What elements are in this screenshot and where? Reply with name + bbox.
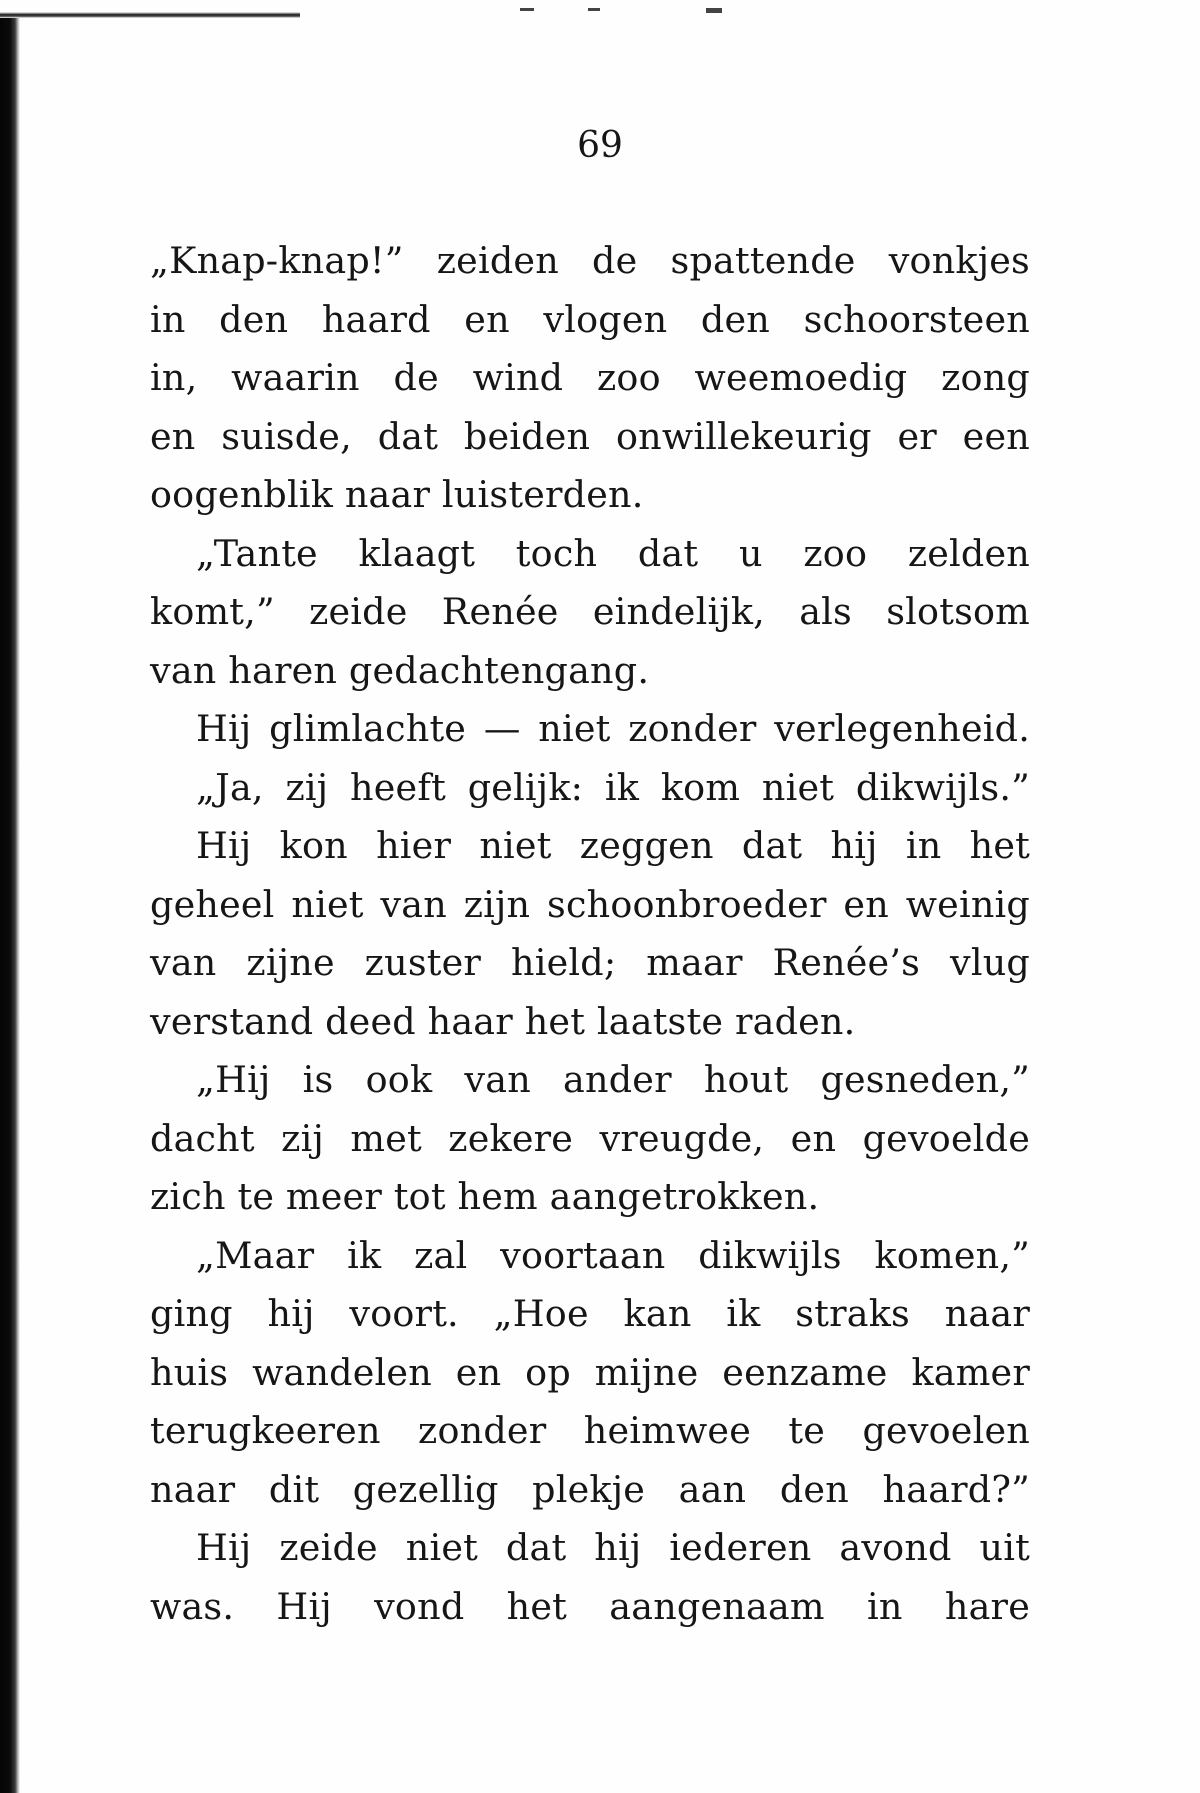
text-line: ging hij voort. „Hoe kan ik straks naar — [150, 1292, 1030, 1335]
text-line: Hij kon hier niet zeggen dat hij in het — [196, 824, 1030, 867]
text-line: was. Hij vond het aangenaam in hare — [150, 1584, 1030, 1628]
text-line: terugkeeren zonder heimwee te gevoelen — [150, 1409, 1030, 1452]
text-line: „Ja, zij heeft gelijk: ik kom niet dikwijls.” — [196, 765, 1030, 809]
scan-mark — [706, 8, 722, 13]
text-line: naar dit gezellig plekje aan den haard?” — [150, 1467, 1030, 1511]
page-top-edge — [0, 12, 300, 18]
page-number: 69 — [577, 125, 623, 166]
text-line: „Tante klaagt toch dat u zoo zelden — [196, 531, 1030, 575]
scan-mark — [520, 8, 534, 11]
text-line: van haren gedachtengang. — [150, 648, 650, 692]
text-line: verstand deed haar het laatste raden. — [150, 999, 856, 1043]
text-line: zich te meer tot hem aangetrokken. — [150, 1175, 820, 1218]
text-line: oogenblik naar luisterden. — [150, 473, 644, 516]
text-line: van zijne zuster hield; maar Renée’s vlug — [150, 941, 1030, 984]
text-line: „Hij is ook van ander hout gesneden,” — [196, 1058, 1030, 1101]
text-line: Hij zeide niet dat hij iederen avond uit — [196, 1526, 1030, 1569]
text-line: huis wandelen en op mijne eenzame kamer — [150, 1350, 1030, 1394]
body-text — [150, 232, 1030, 1636]
text-line: dacht zij met zekere vreugde, en gevoelde — [150, 1116, 1030, 1160]
text-line: komt,” zeide Renée eindelijk, als slotsom — [150, 590, 1030, 633]
text-line: geheel niet van zijn schoonbroeder en weinig — [150, 882, 1030, 926]
text-line: Hij glimlachte — niet zonder verlegenheid. — [196, 707, 1030, 750]
text-line: in, waarin de wind zoo weemoedig zong — [150, 356, 1030, 399]
text-line: en suisde, dat beiden onwillekeurig er een — [150, 414, 1030, 458]
text-line: „Knap-knap!” zeiden de spattende vonkjes — [150, 239, 1030, 282]
text-line: in den haard en vlogen den schoorsteen — [150, 297, 1030, 341]
text-line: „Maar ik zal voortaan dikwijls komen,” — [196, 1233, 1030, 1277]
scan-mark — [588, 8, 600, 11]
page-binding-edge — [0, 18, 20, 1793]
